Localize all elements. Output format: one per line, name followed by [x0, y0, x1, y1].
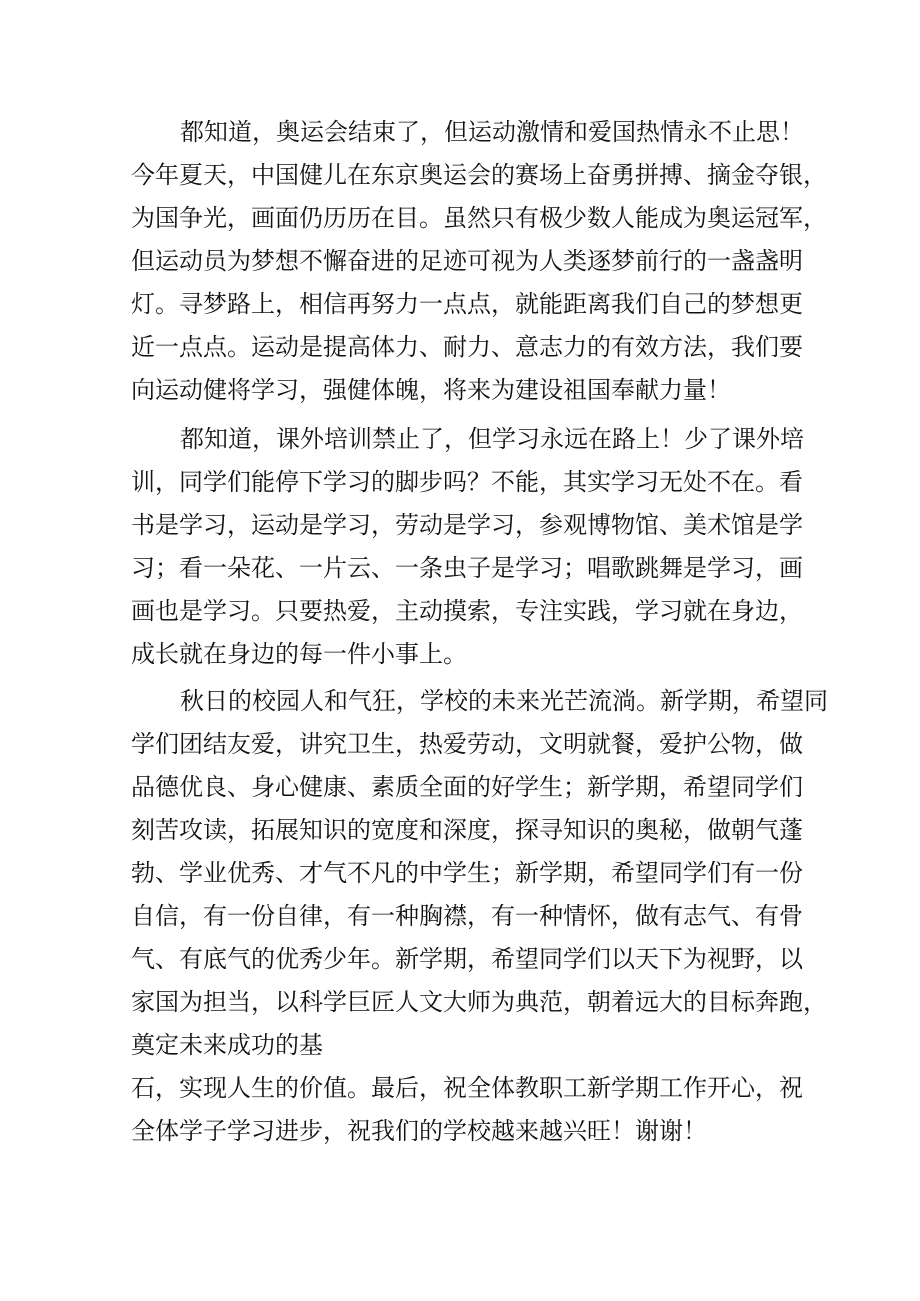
paragraph-3-line-9: 奠定未来成功的基 [131, 1031, 323, 1059]
paragraph-3-line-7: 气、有底气的优秀少年。新学期，希望同学们以天下为视野，以 [131, 945, 803, 973]
paragraph-1-line-7: 向运动健将学习，强健体魄，将来为建设祖国奉献力量！ [131, 376, 731, 404]
paragraph-3-line-8: 家国为担当，以科学巨匠人文大师为典范，朝着远大的目标奔跑， [131, 988, 827, 1016]
paragraph-2-line-3: 书是学习，运动是学习，劳动是学习，参观博物馆、美术馆是学 [131, 511, 803, 539]
paragraph-3-line-1: 秋日的校园人和气狂，学校的未来光芒流淌。新学期，希望同 [180, 687, 828, 715]
paragraph-1-line-1: 都知道，奥运会结束了，但运动激情和爱国热情永不止思！ [180, 118, 804, 146]
paragraph-1-line-2: 今年夏天，中国健儿在东京奥运会的赛场上奋勇拼搏、摘金夺银， [131, 161, 827, 189]
paragraph-3-line-3: 品德优良、身心健康、素质全面的好学生；新学期，希望同学们 [131, 773, 803, 801]
paragraph-1-line-6: 近一点点。运动是提高体力、耐力、意志力的有效方法，我们要 [131, 333, 803, 361]
paragraph-1-line-5: 灯。寻梦路上，相信再努力一点点，就能距离我们自己的梦想更 [131, 290, 803, 318]
paragraph-3-line-6: 自信，有一份自律，有一种胸襟，有一种情怀，做有志气、有骨 [131, 902, 803, 930]
paragraph-2-line-5: 画也是学习。只要热爱，主动摸索，专注实践，学习就在身边， [131, 597, 803, 625]
paragraph-2-line-6: 成长就在身边的每一件小事上。 [131, 640, 467, 668]
paragraph-2-line-4: 习；看一朵花、一片云、一条虫子是学习；唱歌跳舞是学习，画 [131, 554, 803, 582]
paragraph-3-line-4: 刻苦攻读，拓展知识的宽度和深度，探寻知识的奥秘，做朝气蓬 [131, 816, 803, 844]
paragraph-4-line-2: 全体学子学习进步，祝我们的学校越来越兴旺！谢谢！ [131, 1117, 707, 1145]
paragraph-2-line-2: 训，同学们能停下学习的脚步吗？不能，其实学习无处不在。看 [131, 468, 803, 496]
paragraph-2-line-1: 都知道，课外培训禁止了，但学习永远在路上！少了课外培 [180, 425, 804, 453]
paragraph-4-line-1: 石，实现人生的价值。最后，祝全体教职工新学期工作开心，祝 [131, 1074, 803, 1102]
paragraph-3-line-2: 学们团结友爱，讲究卫生，热爱劳动，文明就餐，爱护公物，做 [131, 730, 803, 758]
paragraph-1-line-3: 为国争光，画面仍历历在目。虽然只有极少数人能成为奥运冠军， [131, 204, 827, 232]
paragraph-3-line-5: 勃、学业优秀、才气不凡的中学生；新学期，希望同学们有一份 [131, 859, 803, 887]
paragraph-1-line-4: 但运动员为梦想不懈奋进的足迹可视为人类逐梦前行的一盏盏明 [131, 247, 803, 275]
